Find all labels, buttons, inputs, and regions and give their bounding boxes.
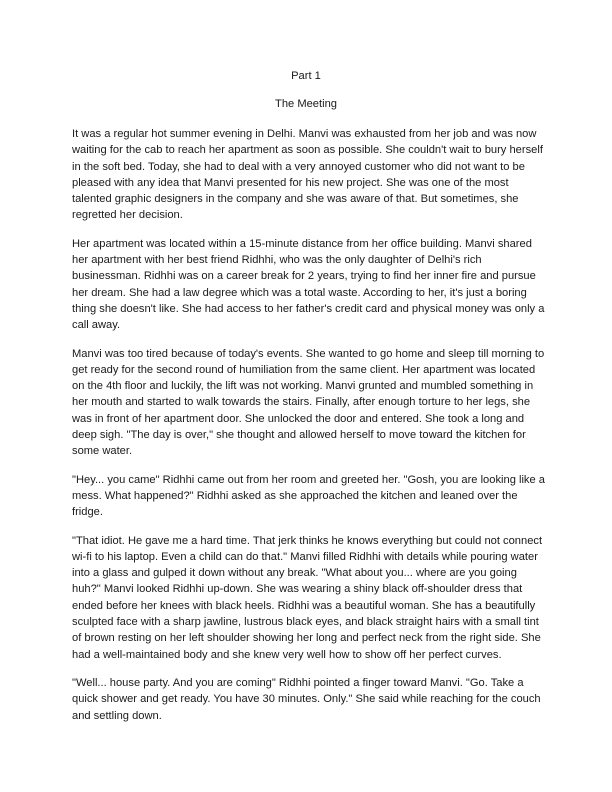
chapter-title: The Meeting <box>275 98 337 110</box>
paragraph-4: "Hey... you came" Ridhhi came out from her room and greeted her. "Gosh, you are looking like a mess. What happened?" Ridhhi asked as she approached the kitchen and leaned over the fridge. <box>72 473 545 519</box>
part-heading: Part 1 <box>291 70 321 82</box>
paragraph-3: Manvi was too tired because of today's events. She wanted to go home and sleep till morning to get ready for the second round of humiliation from the same client. Her apartment was located on the 4th floor and luckily, the lift was not working. Manvi grunted and mumbled something in her mouth and started to walk towards the stairs. Finally, after enough torture to her legs, she was in front of her apartment door. She unlocked the door and entered. She took a long and deep sigh. "The day is over," she thought and allowed herself to move toward the kitchen for some water. <box>72 347 545 458</box>
paragraph-5: "That idiot. He gave me a hard time. That jerk thinks he knows everything but could not connect wi-fi to his laptop. Even a child can do that." Manvi filled Ridhhi with details while pouring water into a glass and gulped it down without any break. "What about you... where are you going huh?" Manvi looked Ridhhi up-down. She was wearing a shiny black off-shoulder dress that ended before her knees with black heels. Ridhhi was a beautiful woman. She has a beautifully sculpted face with a sharp jawline, lustrous black eyes, and black straight hairs with a small tint of brown resting on her left shoulder showing her long and perfect neck from the right side. She had a well-maintained body and she knew very well how to show off her perfect curves. <box>72 534 543 661</box>
body-text <box>72 126 546 736</box>
paragraph-1: It was a regular hot summer evening in Delhi. Manvi was exhausted from her job and was now waiting for the cab to reach her apartment as soon as possible. She couldn't wait to bury herself in the soft bed. Today, she had to deal with a very annoyed customer who did not want to be pleased with any idea that Manvi presented for his new project. She was one of the most talented graphic designers in the company and she was aware of that. But sometimes, she regretted her decision. <box>72 128 543 222</box>
paragraph-2: Her apartment was located within a 15-minute distance from her office building. Manvi shared her apartment with her best friend Ridhhi, who was the only daughter of Delhi's rich businessman. Ridhhi was on a career break for 2 years, trying to find her inner fire and pursue her dream. She had a law degree which was a total waste. According to her, it's just a boring thing she doesn't like. She had access to her father's credit card and physical money was only a call away. <box>72 237 545 332</box>
paragraph-6: "Well... house party. And you are coming" Ridhhi pointed a finger toward Manvi. "Go. Take a quick shower and get ready. You have 30 minutes. Only." She said while reaching for the couch and settling down. <box>72 676 541 722</box>
